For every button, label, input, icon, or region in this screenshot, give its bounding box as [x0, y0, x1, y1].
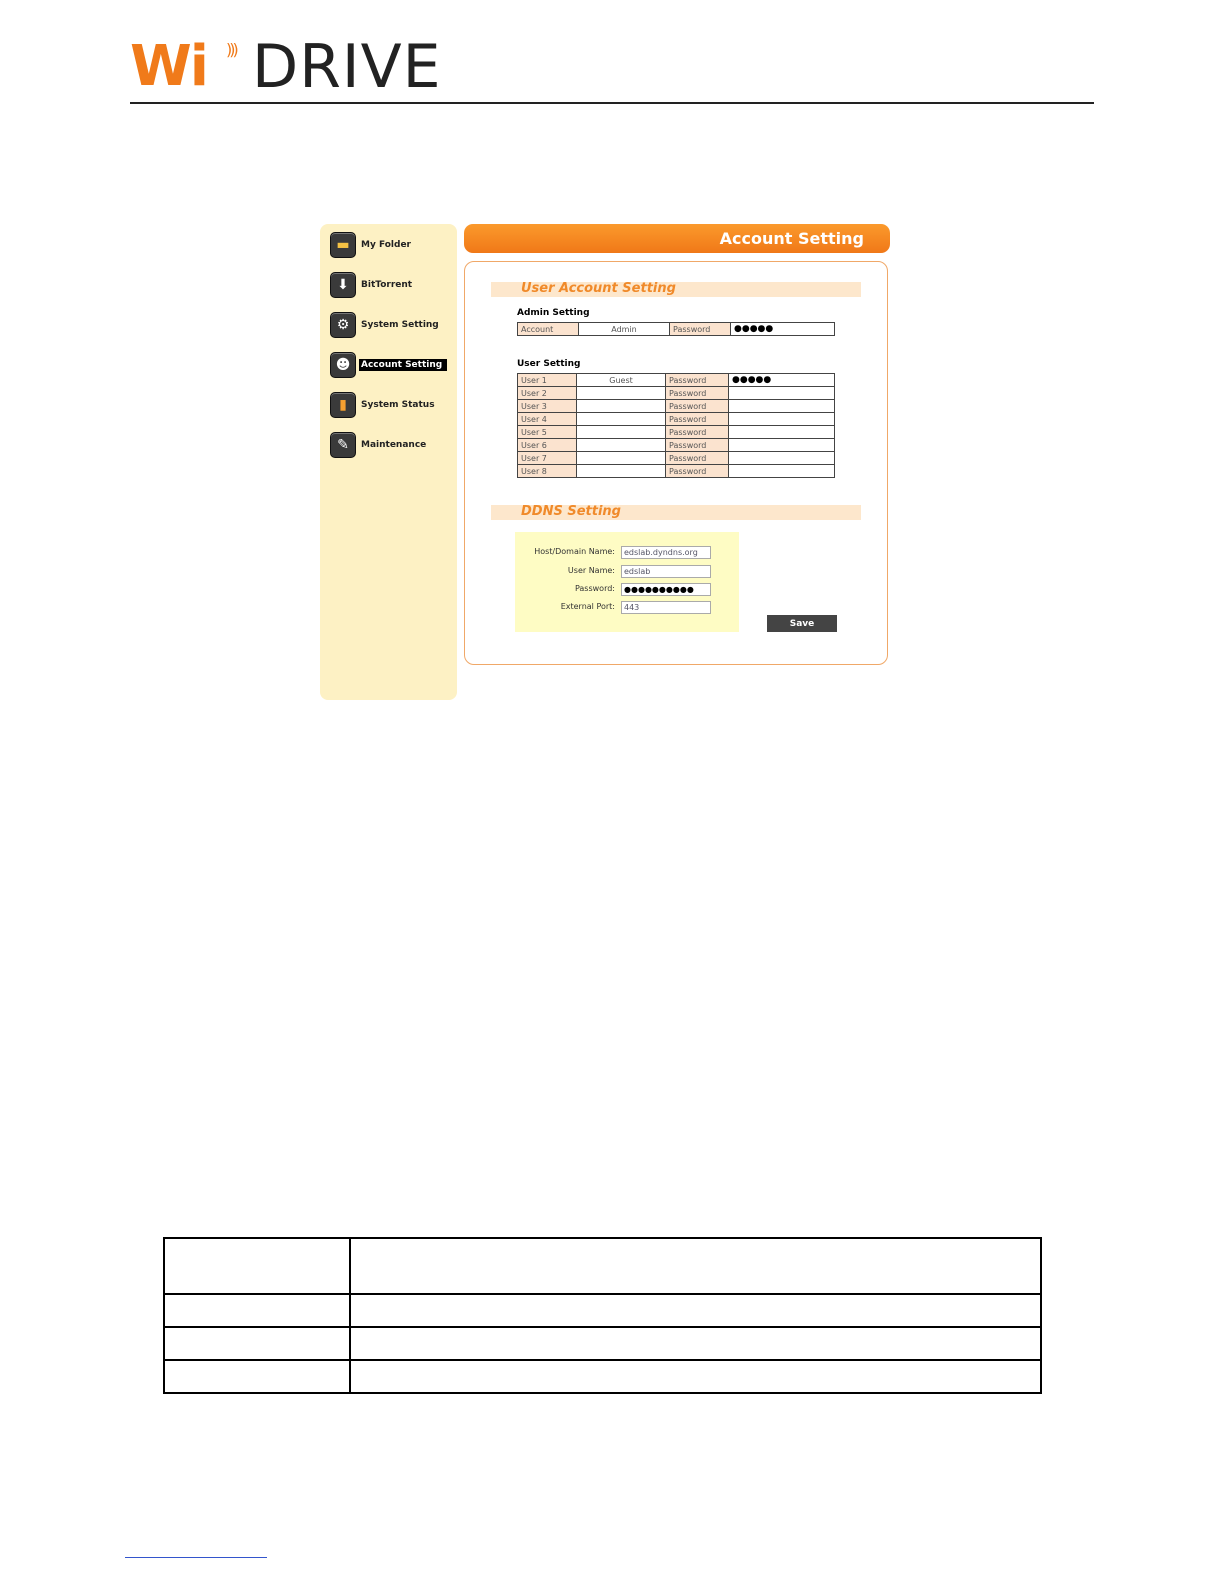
ddns-section-header	[491, 505, 861, 520]
user-name-label: User Name:	[567, 566, 615, 575]
section-title: User Account Setting	[521, 281, 676, 296]
user-name-field[interactable]	[577, 465, 666, 478]
user-name-field[interactable]	[577, 439, 666, 452]
host-domain-input[interactable]: edslab.dyndns.org	[621, 546, 711, 559]
sidebar-item-bittorrent[interactable]	[330, 272, 414, 298]
ddns-password-row	[515, 583, 739, 597]
ddns-user-row	[515, 565, 739, 579]
admin-account-field[interactable]: Admin	[579, 323, 670, 336]
user-account-section-header	[491, 282, 861, 297]
table-row	[518, 439, 835, 452]
user-password-field[interactable]	[729, 400, 835, 413]
sidebar	[320, 224, 457, 700]
user-setting-heading: User Setting	[517, 359, 581, 369]
ddns-form	[515, 532, 739, 632]
wireless-waves-icon: )))	[226, 40, 236, 59]
sidebar-item-system-setting[interactable]	[330, 312, 441, 338]
logo-wi-text: Wi	[130, 34, 207, 99]
external-port-input[interactable]: 443	[621, 601, 711, 614]
sidebar-item-label: My Folder	[361, 240, 411, 250]
user-password-field[interactable]	[729, 465, 835, 478]
page-title-bar	[464, 224, 890, 253]
sidebar-item-maintenance[interactable]	[330, 432, 428, 458]
wrench-icon: ✎	[330, 432, 356, 458]
user-password-label: Password	[666, 426, 729, 439]
table-row	[164, 1294, 1041, 1327]
user-password-label: Password	[666, 413, 729, 426]
table-row	[518, 387, 835, 400]
user-name-field[interactable]	[577, 426, 666, 439]
sidebar-item-label: Maintenance	[361, 440, 427, 450]
admin-password-label: Password	[670, 323, 731, 336]
user-password-field[interactable]	[729, 426, 835, 439]
user-password-field[interactable]	[729, 439, 835, 452]
account-setting-panel	[464, 261, 888, 665]
bittorrent-icon: ⬇	[330, 272, 356, 298]
user-label: User 8	[518, 465, 577, 478]
user-label: User 1	[518, 374, 577, 387]
user-password-label: Password	[666, 465, 729, 478]
table-row	[518, 452, 835, 465]
user-name-field[interactable]: Guest	[577, 374, 666, 387]
user-password-field[interactable]	[729, 387, 835, 400]
user-label: User 5	[518, 426, 577, 439]
header-divider	[130, 102, 1094, 104]
user-label: User 4	[518, 413, 577, 426]
table-row	[164, 1327, 1041, 1360]
user-password-label: Password	[666, 387, 729, 400]
table-row	[164, 1360, 1041, 1393]
user-password-label: Password	[666, 452, 729, 465]
host-label: Host/Domain Name:	[534, 547, 615, 556]
user-table	[517, 373, 835, 478]
table-row	[518, 465, 835, 478]
user-password-label: Password	[666, 374, 729, 387]
sidebar-item-label: System Status	[361, 400, 435, 410]
user-password-label: Password	[666, 400, 729, 413]
table-row	[164, 1238, 1041, 1294]
user-label: User 3	[518, 400, 577, 413]
user-label: User 6	[518, 439, 577, 452]
ddns-port-row	[515, 601, 739, 615]
admin-password-field[interactable]: ●●●●●	[731, 323, 835, 336]
user-name-input[interactable]: edslab	[621, 565, 711, 578]
table-row	[518, 413, 835, 426]
table-row	[518, 426, 835, 439]
table-row	[518, 374, 835, 387]
sidebar-item-label: BitTorrent	[361, 280, 413, 290]
admin-account-label: Account	[518, 323, 579, 336]
sidebar-item-label: System Setting	[361, 320, 439, 330]
user-label: User 2	[518, 387, 577, 400]
sidebar-item-account-setting[interactable]	[330, 352, 447, 378]
save-button[interactable]: Save	[767, 615, 837, 632]
page-title: Account Setting	[719, 229, 864, 248]
user-name-field[interactable]	[577, 400, 666, 413]
admin-table	[517, 322, 835, 336]
user-label: User 7	[518, 452, 577, 465]
bar-chart-icon: ▮	[330, 392, 356, 418]
user-password-label: Password	[666, 439, 729, 452]
password-label: Password:	[574, 584, 615, 593]
user-name-field[interactable]	[577, 387, 666, 400]
sidebar-item-system-status[interactable]	[330, 392, 437, 418]
user-password-field[interactable]	[729, 413, 835, 426]
table-row	[518, 400, 835, 413]
sidebar-item-label: Account Setting	[359, 359, 447, 371]
section-title: DDNS Setting	[521, 504, 621, 519]
user-password-field[interactable]	[729, 452, 835, 465]
external-port-label: External Port:	[560, 602, 615, 611]
password-input[interactable]: ●●●●●●●●●●	[621, 583, 711, 596]
logo-drive-text: DRIVE	[252, 32, 442, 102]
document-table	[163, 1237, 1042, 1394]
user-password-field[interactable]: ●●●●●	[729, 374, 835, 387]
gear-icon: ⚙	[330, 312, 356, 338]
sidebar-item-my-folder[interactable]	[330, 232, 413, 258]
ddns-host-row	[515, 546, 739, 560]
footer-link-underline[interactable]	[125, 1557, 267, 1558]
user-name-field[interactable]	[577, 413, 666, 426]
user-icon: ☻	[330, 352, 356, 378]
admin-setting-heading: Admin Setting	[517, 308, 590, 318]
user-name-field[interactable]	[577, 452, 666, 465]
widrive-logo	[130, 32, 490, 102]
folder-icon: ▬	[330, 232, 356, 258]
